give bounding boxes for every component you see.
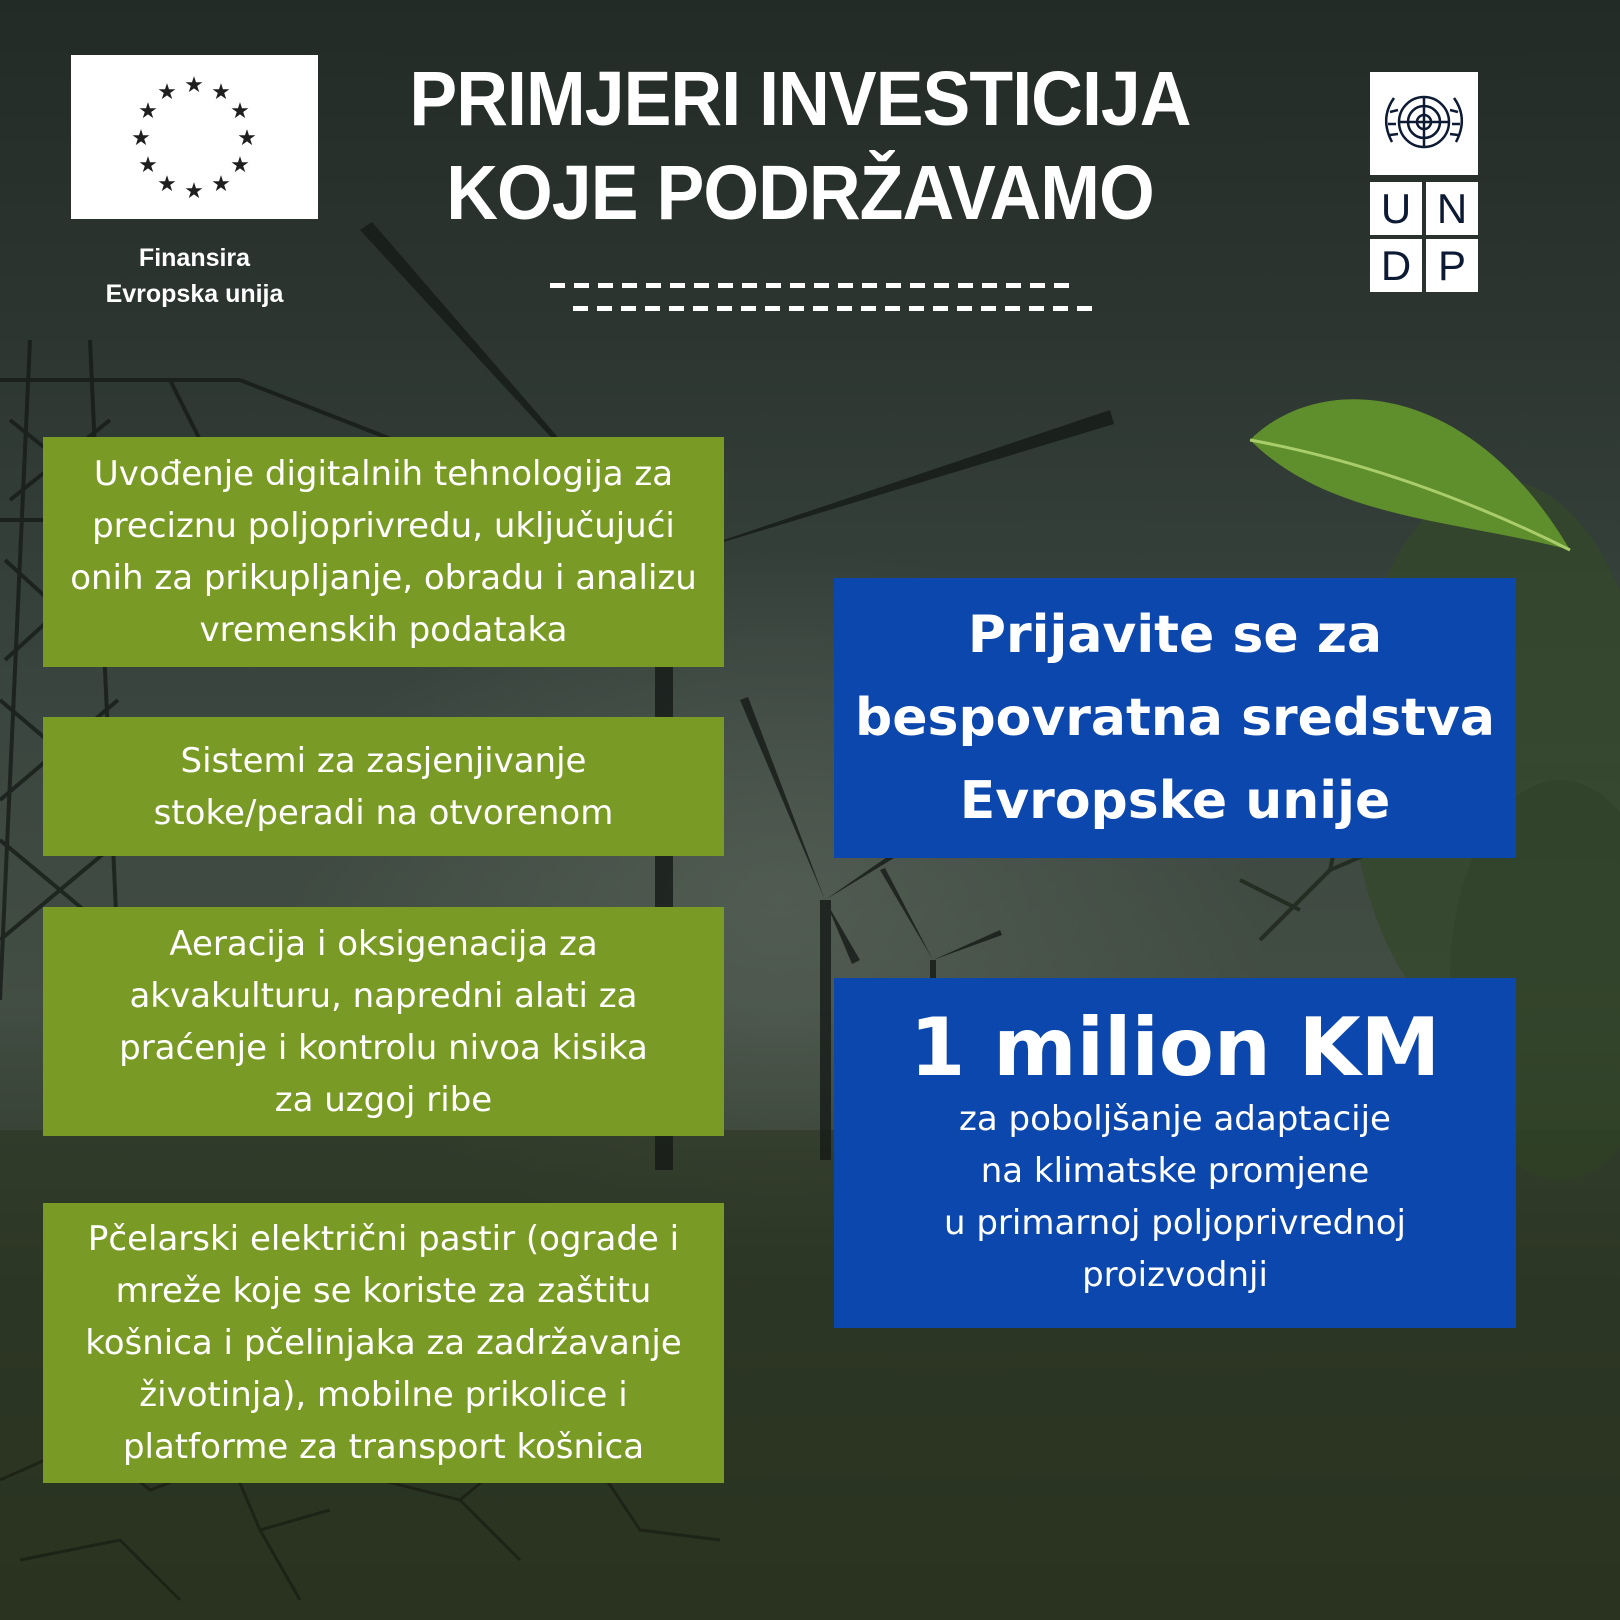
eu-caption-line: Evropska unija xyxy=(105,280,284,308)
svg-text:★: ★ xyxy=(211,172,231,197)
undp-letter: D xyxy=(1370,239,1422,292)
investment-digital-agriculture xyxy=(43,437,724,667)
svg-text:★: ★ xyxy=(237,126,257,151)
investment-text-line: košnica i pčelinjaka za zadržavanje xyxy=(85,1323,682,1363)
investment-text-line: Aeracija i oksigenacija za xyxy=(169,923,598,964)
un-emblem-icon xyxy=(1370,72,1478,175)
funding-amount-panel xyxy=(834,978,1516,1328)
investment-livestock-shading xyxy=(43,717,724,856)
investment-text-line: vremenskih podataka xyxy=(199,610,568,650)
undp-logo xyxy=(1370,72,1478,290)
investment-text-line: Uvođenje digitalnih tehnologija za xyxy=(93,454,674,494)
apply-text-line: Evropske unije xyxy=(959,770,1391,831)
apply-call-to-action xyxy=(834,578,1516,858)
investment-beekeeping xyxy=(43,1203,724,1483)
svg-text:★: ★ xyxy=(184,179,204,204)
funding-description-line: na klimatske promjene xyxy=(980,1151,1370,1191)
funding-description-line: u primarnoj poljoprivrednoj xyxy=(943,1203,1407,1243)
investment-text-line: akvakulturu, napredni alati za xyxy=(129,975,638,1016)
title-line: PRIMJERI INVESTICIJA xyxy=(409,56,1191,142)
investment-text-line: za uzgoj ribe xyxy=(274,1079,493,1120)
funding-description-line: za poboljšanje adaptacije xyxy=(959,1099,1391,1139)
eu-caption-line: Finansira xyxy=(138,244,251,272)
investment-text-line: praćenje i kontrolu nivoa kisika xyxy=(119,1027,648,1068)
funding-description-line: proizvodnji xyxy=(1082,1255,1268,1295)
svg-text:★: ★ xyxy=(157,80,177,105)
investment-text-line: preciznu poljoprivredu, uključujući xyxy=(92,506,675,546)
undp-letter: P xyxy=(1426,239,1478,292)
title-divider-top xyxy=(550,283,1070,288)
eu-flag-logo xyxy=(71,55,318,219)
svg-text:★: ★ xyxy=(184,73,204,98)
apply-text-line: Prijavite se za xyxy=(967,604,1383,665)
eu-stars-icon xyxy=(71,55,318,219)
svg-text:★: ★ xyxy=(138,99,158,124)
investment-text-line: onih za prikupljanje, obradu i analizu xyxy=(70,558,697,598)
eu-funding-caption xyxy=(71,240,318,312)
investment-text-line: platforme za transport košnica xyxy=(122,1427,645,1467)
investment-text-line: Pčelarski električni pastir (ograde i xyxy=(87,1219,680,1259)
investment-text-line: mreže koje se koriste za zaštitu xyxy=(115,1271,652,1311)
investment-text-line: Sistemi za zasjenjivanje xyxy=(180,740,587,781)
investment-text-line: životinja), mobilne prikolice i xyxy=(139,1375,628,1415)
page-title xyxy=(363,52,1237,240)
undp-letter: U xyxy=(1370,182,1422,235)
svg-text:★: ★ xyxy=(211,80,231,105)
title-line: KOJE PODRŽAVAMO xyxy=(446,150,1154,236)
investment-aquaculture-aeration xyxy=(43,907,724,1136)
apply-text-line: bespovratna sredstva xyxy=(855,687,1495,748)
investment-text-line: stoke/peradi na otvorenom xyxy=(153,792,614,833)
undp-letter: N xyxy=(1426,182,1478,235)
funding-amount: 1 milion KM xyxy=(909,1001,1441,1094)
title-divider-bottom xyxy=(573,306,1093,311)
svg-text:★: ★ xyxy=(230,99,250,124)
svg-text:★: ★ xyxy=(131,126,151,151)
svg-text:★: ★ xyxy=(138,153,158,178)
svg-text:★: ★ xyxy=(230,153,250,178)
svg-text:★: ★ xyxy=(157,172,177,197)
